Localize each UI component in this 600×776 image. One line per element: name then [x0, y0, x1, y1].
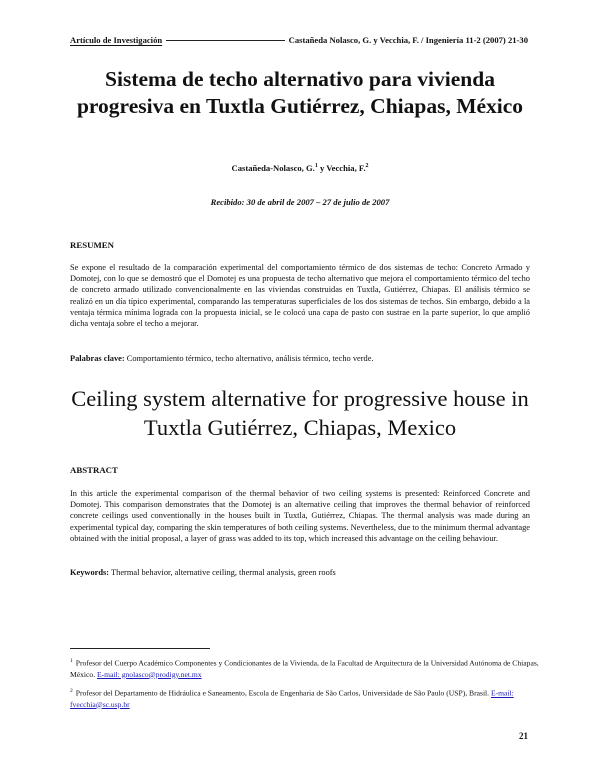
keywords-en: Thermal behavior, alternative ceiling, thermal analysis, green roofs	[111, 568, 336, 577]
page-number: 21	[519, 731, 528, 741]
authors-line	[0, 163, 600, 173]
footnote-2-text: Profesor del Departamento de Hidráulica e Saneamento, Escola de Engenharia de São Carlos, Universidade de São Paulo (USP), Brasil.	[75, 688, 490, 698]
keywords-es: Comportamiento térmico, techo alternativo, análisis térmico, techo verde.	[126, 354, 374, 363]
footnote-rule	[70, 648, 210, 649]
resumen-heading: RESUMEN	[70, 240, 114, 250]
article-type-label: Artículo de Investigación	[70, 35, 163, 45]
keywords-label-en: Keywords:	[70, 568, 110, 577]
footnote-1	[70, 656, 540, 680]
resumen-keywords	[70, 353, 530, 364]
footnote-2-mark: 2	[70, 688, 73, 694]
footnote-1-email-link[interactable]: E-mail: gnolasco@prodigy.net.mx	[97, 669, 202, 679]
author-first: Castañeda-Nolasco, G.	[231, 163, 315, 173]
article-title: Sistema de techo alternativo para vivienda progresiva en Tuxtla Gutiérrez, Chiapas, México	[76, 67, 524, 118]
author-first-mark: 1	[314, 163, 318, 170]
abstract-heading: ABSTRACT	[70, 465, 118, 475]
footnote-2-email-link[interactable]: E-mail: fvecchia@sc.usp.br	[70, 688, 514, 709]
author-second: y Vecchia, F.	[319, 163, 366, 173]
abstract-body: In this article the experimental comparison of the thermal behavior of two ceiling systems is presented: Reinforced Concrete and Domotej. This comparison demonstrates that the Domotej is an alternative ceiling that improves the thermal behavior of reinforced concrete ceilings used conventionally in the houses built in Tuxtla, Gutiérrez, Chiapas. The thermal analysis was made during an experimental typical day, comparing the skin temperatures of both ceiling systems. Nevertheless, due to the minimum thermal advantage obtained with the initial proposal, a layer of grass was added to its top, which increased this advantage on the ceiling behaviour.	[70, 489, 530, 543]
resumen-body: Se expone el resultado de la comparación experimental del comportamiento térmico de dos sistemas de techo: Concreto Armado y Domotej, con lo que se demostró que el Domotej es una propuesta de techo alternativo que mejora el comportamiento térmico del techo de concreto armado utilizado convencionalmente en las viviendas construidas en Tuxtla, Gutiérrez, Chiapas. El análisis térmico se realizó en un día típico experimental, comparando las temperaturas superficiales de los dos sistemas de techos. Sin embargo, debido a la ventaja térmica mínima lograda con la propuesta inicial, se le colocó una capa de pasto con sustrae en la parte superior, lo que amplió dicha ventaja sobre el techo a mejorar.	[70, 263, 530, 329]
received-dates: Recibido: 30 de abril de 2007 – 27 de julio de 2007	[210, 197, 390, 207]
abstract-keywords	[70, 567, 530, 578]
running-header	[70, 34, 528, 46]
author-second-mark: 2	[365, 163, 369, 170]
footnote-1-mark: 1	[70, 658, 73, 664]
footnote-2	[70, 686, 540, 710]
keywords-label-es: Palabras clave:	[70, 354, 125, 363]
header-rule	[166, 40, 285, 41]
citation-label: Castañeda Nolasco, G. y Vecchia, F. / Ingeniería 11-2 (2007) 21-30	[288, 35, 528, 45]
english-title: Ceiling system alternative for progressive house in Tuxtla Gutiérrez, Chiapas, Mexico	[71, 386, 529, 440]
footnote-1-text: Profesor del Cuerpo Académico Componentes y Condicionantes de la Vivienda, de la Facultad de Arquitectura de la Universidad Autónoma de Chiapas, México.	[70, 658, 539, 679]
